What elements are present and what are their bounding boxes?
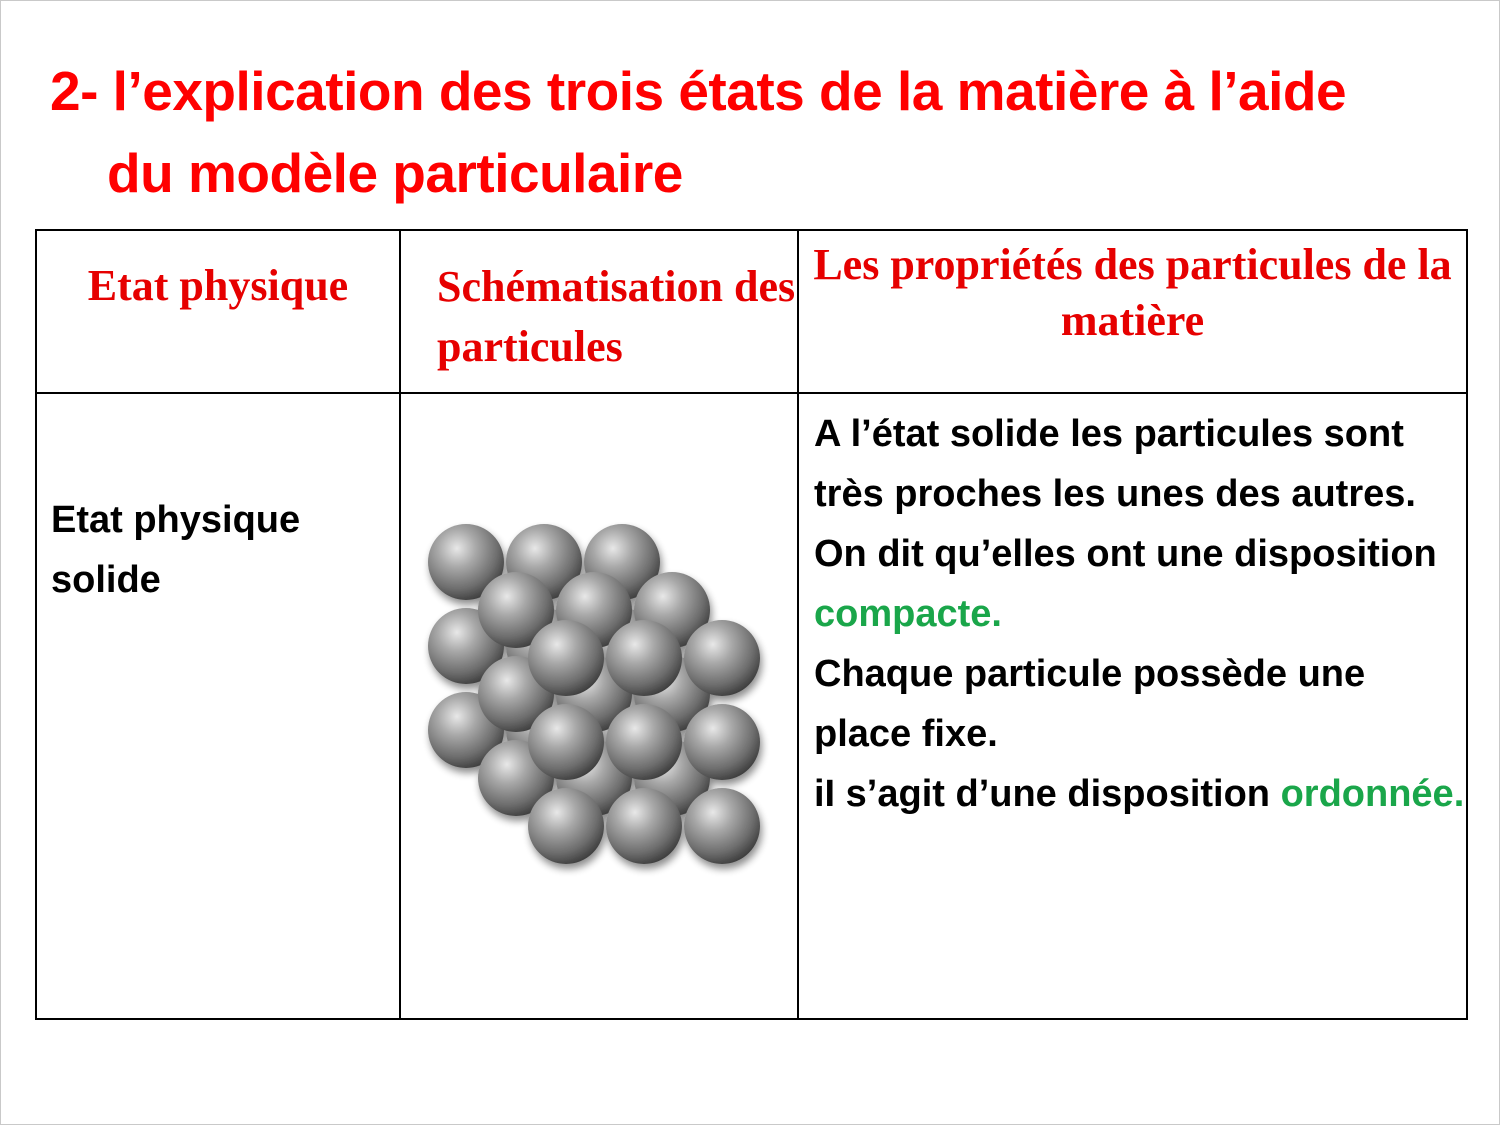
particle <box>528 704 604 780</box>
table-header-row <box>36 230 1467 393</box>
cell-schema <box>400 393 798 1019</box>
header-schema: Schématisation des particules <box>400 230 798 393</box>
cell-properties <box>798 393 1467 1019</box>
highlight-ordonnee: ordonnée <box>1280 773 1454 815</box>
properties-p1: A l’état solide les particules sont très proches les unes des autres. On dit qu’elles ont une disposition <box>814 413 1437 575</box>
slide-title-line1: 2- l’explication des trois états de la matière à l’aide <box>50 60 1347 122</box>
particle <box>684 788 760 864</box>
state-label: Etat physique solide <box>51 499 301 601</box>
slide-title <box>50 50 1470 214</box>
properties-p2: Chaque particule possède une place fixe. <box>814 653 1366 755</box>
table-row <box>36 393 1467 1019</box>
particle <box>684 704 760 780</box>
particle <box>606 704 682 780</box>
highlight-compacte: compacte. <box>814 593 1002 635</box>
header-properties: Les propriétés des particules de la matière <box>798 230 1467 393</box>
particle <box>684 620 760 696</box>
header-state: Etat physique <box>36 230 400 393</box>
particle <box>606 620 682 696</box>
properties-p3: iI s’agit d’une disposition <box>814 773 1281 815</box>
particle <box>606 788 682 864</box>
particle-lattice-image <box>421 522 781 902</box>
cell-state <box>36 393 400 1019</box>
properties-text: A l’état solide les particules sont très proches les unes des autres. On dit qu’elles ont une disposition compacte. Chaque particule possède une place fixe. iI s’agit d’une disposition ordonnée. <box>814 413 1465 815</box>
slide-title-line2: du modèle particulaire <box>107 142 683 204</box>
states-table <box>35 229 1468 1020</box>
particle <box>528 788 604 864</box>
particle <box>528 620 604 696</box>
